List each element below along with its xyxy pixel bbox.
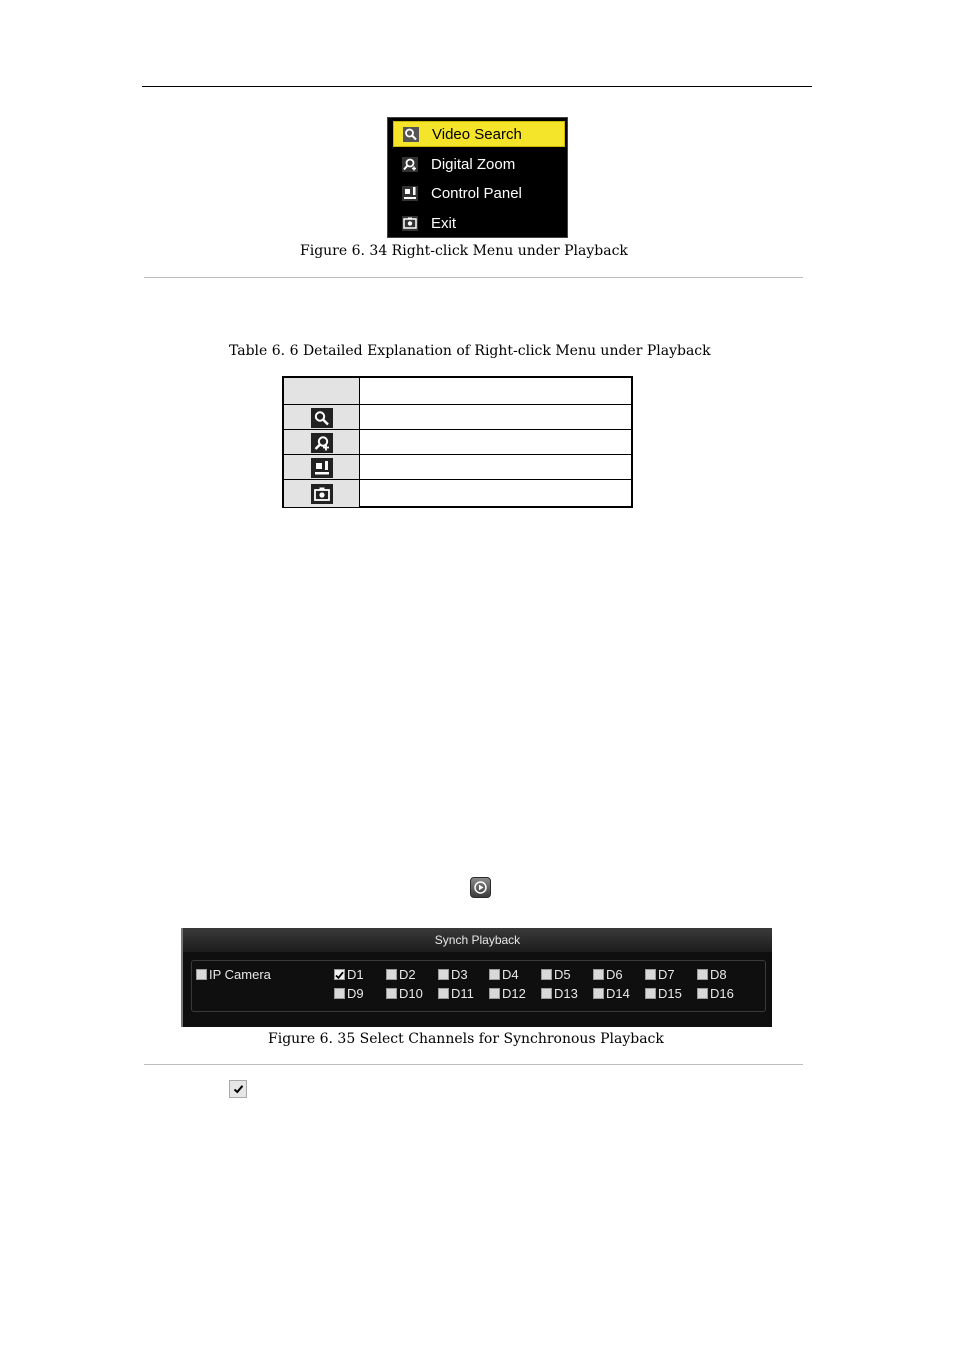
synch-playback-panel (181, 928, 772, 1027)
channel-checkbox[interactable] (593, 969, 604, 980)
channel-checkbox[interactable] (541, 988, 552, 999)
channel-label: D15 (658, 986, 682, 1001)
menu-item-video-search[interactable] (393, 121, 565, 147)
table-icon-cell (284, 455, 360, 480)
channel-checkbox[interactable] (334, 988, 345, 999)
checked-checkbox-icon (229, 1080, 247, 1098)
table-row (284, 404, 631, 430)
search-icon (311, 408, 333, 428)
channel-label: D12 (502, 986, 526, 1001)
channel-label: D1 (347, 967, 364, 982)
table-icon-cell (284, 405, 360, 430)
table-row (284, 479, 631, 507)
control-panel-icon (311, 458, 333, 478)
channel-checkbox[interactable] (386, 969, 397, 980)
zoom-icon (401, 156, 419, 172)
menu-item-label: Video Search (432, 125, 522, 143)
channel-label: D10 (399, 986, 423, 1001)
channel-label: D14 (606, 986, 630, 1001)
menu-item-label: Exit (431, 214, 457, 232)
channel-checkbox[interactable] (697, 988, 708, 999)
channel-label: D16 (710, 986, 734, 1001)
explanation-table (282, 376, 633, 508)
play-icon (470, 877, 491, 898)
table-row (284, 454, 631, 480)
table-row (284, 429, 631, 455)
ip-camera-label: IP Camera (209, 967, 271, 982)
channel-label: D3 (451, 967, 468, 982)
exit-icon (311, 484, 333, 504)
table-header-cell (284, 378, 360, 404)
channel-checkbox[interactable] (697, 969, 708, 980)
channel-checkbox[interactable] (593, 988, 604, 999)
channel-label: D7 (658, 967, 675, 982)
control-panel-icon (401, 185, 419, 201)
channel-label: D9 (347, 986, 364, 1001)
channel-label: D4 (502, 967, 519, 982)
channel-checkbox[interactable] (438, 988, 449, 999)
figure-rule (144, 277, 803, 278)
exit-icon (401, 215, 419, 231)
channel-checkbox[interactable] (489, 988, 500, 999)
menu-item-control-panel[interactable] (393, 180, 565, 206)
channel-checkbox[interactable] (489, 969, 500, 980)
channel-label: D6 (606, 967, 623, 982)
menu-item-label: Digital Zoom (431, 155, 516, 173)
channel-label: D5 (554, 967, 571, 982)
table-caption: Table 6. 6 Detailed Explanation of Right-click Menu under Playback (229, 343, 711, 359)
channel-checkbox[interactable] (645, 969, 656, 980)
channel-label: D13 (554, 986, 578, 1001)
channel-checkbox[interactable] (438, 969, 449, 980)
panel-title: Synch Playback (183, 928, 772, 952)
menu-item-label: Control Panel (431, 184, 522, 202)
search-icon (402, 126, 420, 142)
channel-checkbox[interactable] (541, 969, 552, 980)
menu-item-exit[interactable] (393, 210, 565, 236)
channel-label: D11 (451, 986, 474, 1001)
table-icon-cell (284, 480, 360, 507)
ip-camera-checkbox[interactable] (196, 969, 207, 980)
figure-rule (144, 1064, 803, 1065)
right-click-menu (387, 117, 568, 238)
menu-item-digital-zoom[interactable] (393, 151, 565, 177)
table-header-row (284, 378, 631, 404)
channel-label: D2 (399, 967, 416, 982)
table-icon-cell (284, 430, 360, 455)
zoom-icon (311, 433, 333, 453)
channel-checkbox[interactable] (334, 969, 345, 980)
figure-caption: Figure 6. 34 Right-click Menu under Playback (300, 243, 628, 259)
figure-caption: Figure 6. 35 Select Channels for Synchronous Playback (268, 1031, 664, 1047)
header-rule (142, 86, 812, 87)
channel-checkbox[interactable] (386, 988, 397, 999)
channel-label: D8 (710, 967, 727, 982)
channel-checkbox[interactable] (645, 988, 656, 999)
